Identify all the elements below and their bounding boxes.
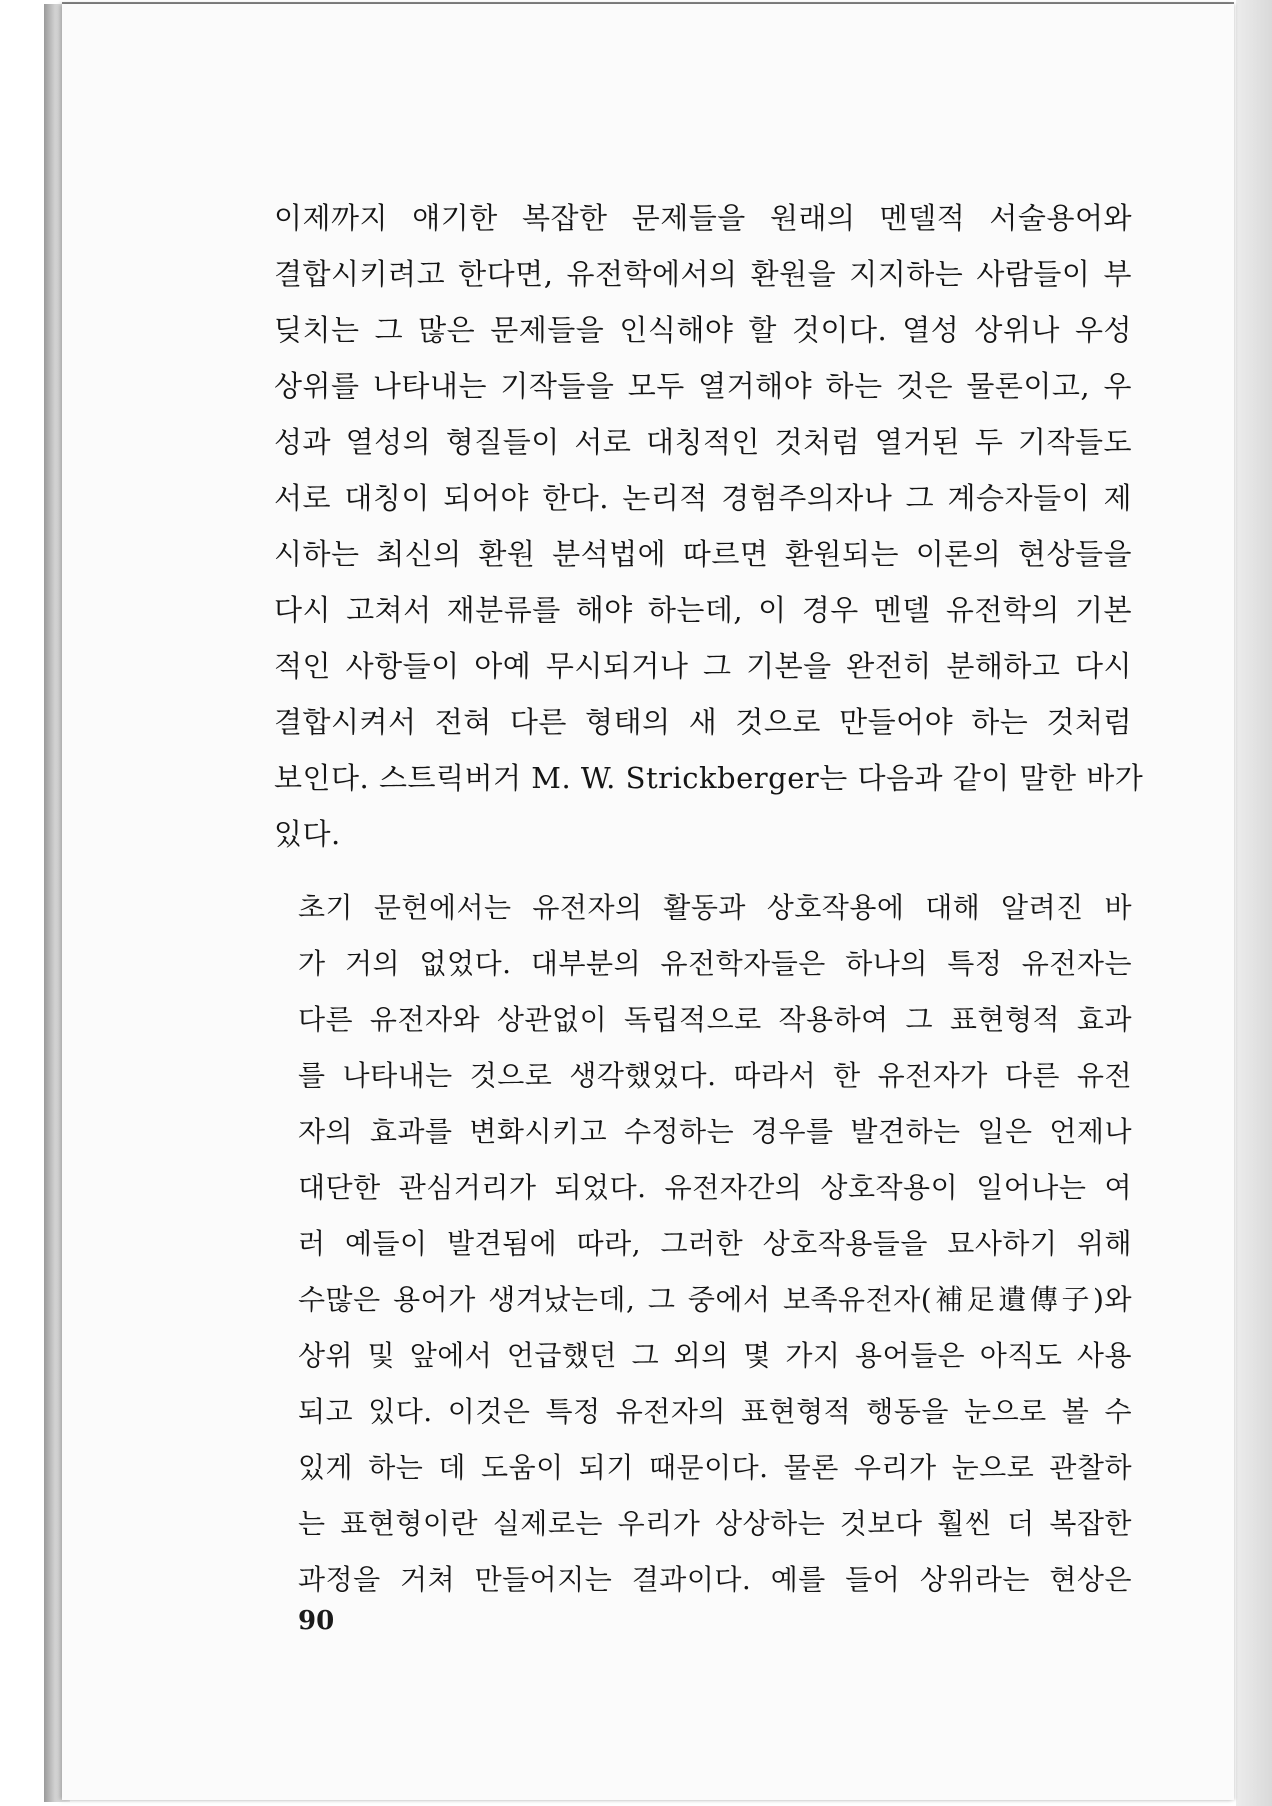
quote-line: 수많은 용어가 생겨났는데, 그 중에서 보족유전자(補足遺傳子)와 [298,1283,1132,1316]
quote-line: 자의 효과를 변화시키고 수정하는 경우를 발견하는 일은 언제나 [298,1115,1132,1148]
block-quote [298,880,1132,1608]
body-line: 이제까지 얘기한 복잡한 문제들을 원래의 멘델적 서술용어와 [274,201,1132,235]
quote-line: 있게 하는 데 도움이 되기 때문이다. 물론 우리가 눈으로 관찰하 [298,1451,1132,1484]
body-line: 서로 대칭이 되어야 한다. 논리적 경험주의자나 그 계승자들이 제 [274,481,1132,515]
right-margin-shadow [1236,0,1272,1806]
quote-line: 러 예들이 발견됨에 따라, 그러한 상호작용들을 묘사하기 위해 [298,1227,1132,1260]
quote-line: 가 거의 없었다. 대부분의 유전학자들은 하나의 특정 유전자는 [298,947,1132,980]
quote-line: 를 나타내는 것으로 생각했었다. 따라서 한 유전자가 다른 유전 [298,1059,1132,1092]
body-paragraph [274,190,1144,862]
quote-line: 되고 있다. 이것은 특정 유전자의 표현형적 행동을 눈으로 볼 수 [298,1395,1132,1428]
quote-line: 과정을 거쳐 만들어지는 결과이다. 예를 들어 상위라는 현상은 [298,1563,1132,1596]
body-line: 보인다. 스트릭버거 M. W. Strickberger는 다음과 같이 말한 바가 [274,761,1144,795]
body-line: 상위를 나타내는 기작들을 모두 열거해야 하는 것은 물론이고, 우 [274,369,1132,403]
body-line: 결합시키려고 한다면, 유전학에서의 환원을 지지하는 사람들이 부 [274,257,1132,291]
body-line: 시하는 최신의 환원 분석법에 따르면 환원되는 이론의 현상들을 [274,537,1132,571]
body-line: 적인 사항들이 아예 무시되거나 그 기본을 완전히 분해하고 다시 [274,649,1132,683]
body-line: 결합시켜서 전혀 다른 형태의 새 것으로 만들어야 하는 것처럼 [274,705,1132,739]
body-line: 다시 고쳐서 재분류를 해야 하는데, 이 경우 멘델 유전학의 기본 [274,593,1132,627]
quote-line: 초기 문헌에서는 유전자의 활동과 상호작용에 대해 알려진 바 [298,891,1132,924]
quote-line: 다른 유전자와 상관없이 독립적으로 작용하여 그 표현형적 효과 [298,1003,1132,1036]
body-line: 있다. [274,817,341,851]
body-line: 딪치는 그 많은 문제들을 인식해야 할 것이다. 열성 상위나 우성 [274,313,1132,347]
quote-line: 대단한 관심거리가 되었다. 유전자간의 상호작용이 일어나는 여 [298,1171,1132,1204]
page-number: 90 [298,1606,335,1636]
body-line: 성과 열성의 형질들이 서로 대칭적인 것처럼 열거된 두 기작들도 [274,425,1132,459]
quote-line: 상위 및 앞에서 언급했던 그 외의 몇 가지 용어들은 아직도 사용 [298,1339,1132,1372]
quote-line: 는 표현형이란 실제로는 우리가 상상하는 것보다 훨씬 더 복잡한 [298,1507,1132,1540]
